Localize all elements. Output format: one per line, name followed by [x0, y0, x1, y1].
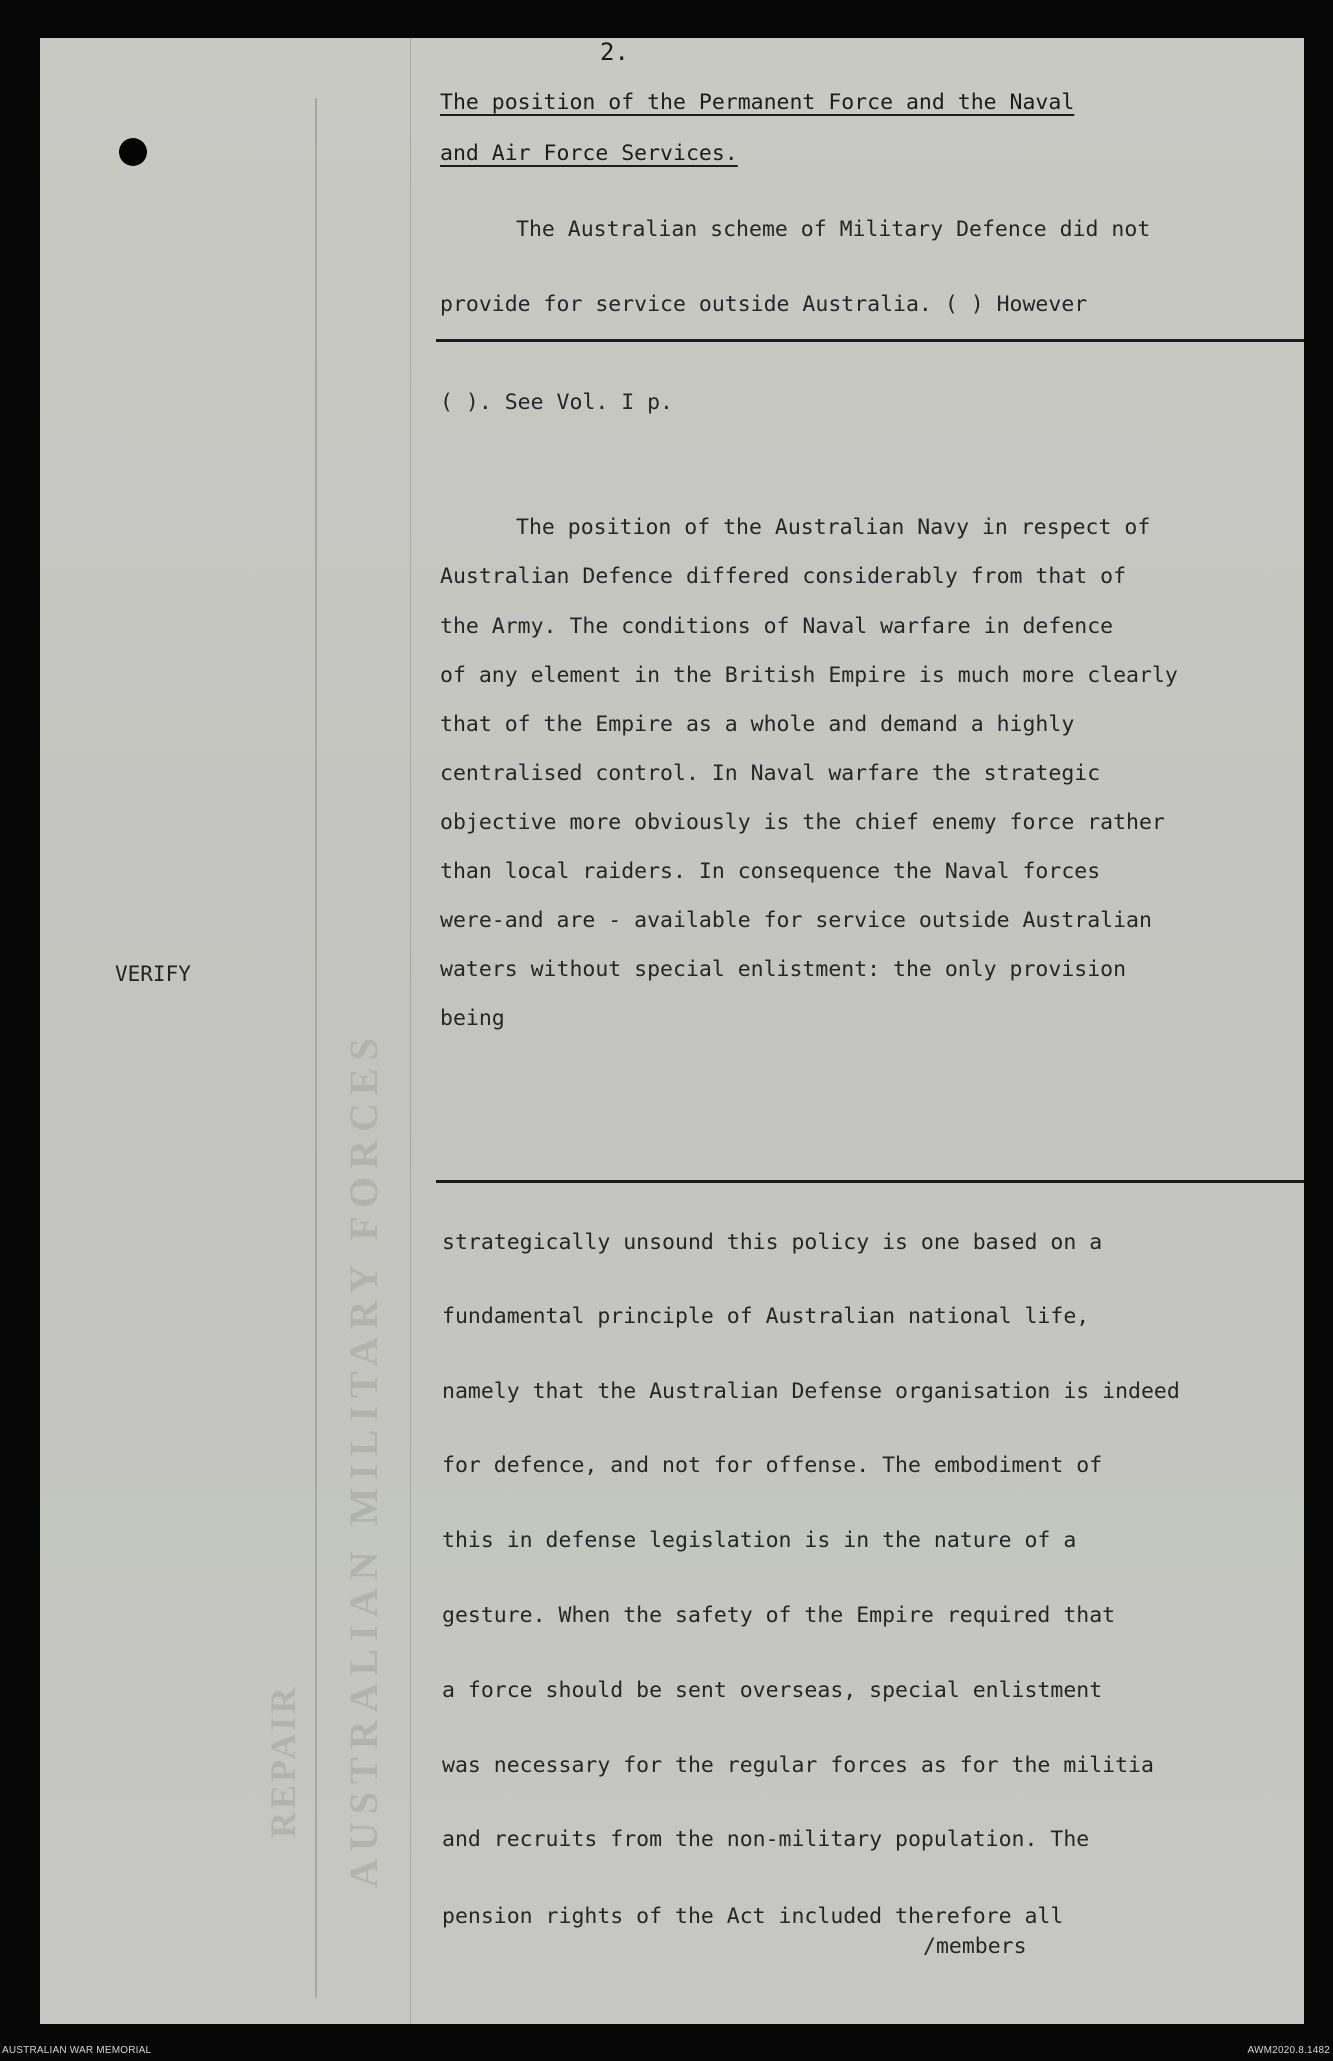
paragraph-line: being	[440, 1006, 505, 1031]
margin-note: VERIFY	[115, 962, 191, 986]
catchword: /members	[923, 1934, 1027, 1959]
paragraph-line: strategically unsound this policy is one based on a	[442, 1230, 1103, 1255]
show-through-text: AUSTRALIAN MILITARY FORCES	[341, 1030, 386, 1888]
paragraph-line: The position of the Australian Navy in respect of	[516, 515, 1151, 540]
paragraph-line: a force should be sent overseas, special enlistment	[442, 1678, 1103, 1703]
paragraph-line: for defence, and not for offense. The embodiment of	[442, 1453, 1103, 1478]
footnote-text: ( ). See Vol. I p.	[440, 390, 673, 415]
paragraph-line: objective more obviously is the chief enemy force rather	[440, 810, 1165, 835]
paragraph-line: Australian Defence differed considerably from that of	[440, 564, 1127, 589]
paragraph-line: fundamental principle of Australian national life,	[442, 1304, 1090, 1329]
paragraph-line: gesture. When the safety of the Empire required that	[442, 1603, 1116, 1628]
section-heading: and Air Force Services.	[440, 141, 738, 166]
paragraph-line: provide for service outside Australia. ( ) However	[440, 292, 1088, 317]
punch-hole	[119, 138, 147, 166]
footer-accession-number: AWM2020.8.1482	[1247, 2045, 1330, 2056]
horizontal-rule	[436, 1180, 1304, 1183]
typescript-page	[40, 38, 1304, 2024]
paragraph-line: waters without special enlistment: the only provision	[440, 957, 1127, 982]
paragraph-line: the Army. The conditions of Naval warfare in defence	[440, 614, 1114, 639]
paragraph-line: was necessary for the regular forces as for the militia	[442, 1753, 1154, 1778]
paragraph-line: this in defense legislation is in the nature of a	[442, 1528, 1077, 1553]
paragraph-line: were-and are - available for service outside Australian	[440, 908, 1152, 933]
paragraph-line: that of the Empire as a whole and demand a highly	[440, 712, 1075, 737]
paragraph-line: and recruits from the non-military population. The	[442, 1827, 1090, 1852]
paragraph-line: than local raiders. In consequence the Naval forces	[440, 859, 1101, 884]
paragraph-line: of any element in the British Empire is much more clearly	[440, 663, 1178, 688]
section-heading: The position of the Permanent Force and the Naval	[440, 90, 1075, 115]
paragraph-line: centralised control. In Naval warfare the strategic	[440, 761, 1101, 786]
show-through-rule	[410, 38, 411, 2024]
horizontal-rule	[436, 339, 1304, 342]
show-through-rule	[315, 98, 317, 1998]
paragraph-line: namely that the Australian Defense organisation is indeed	[442, 1379, 1180, 1404]
paragraph-line: The Australian scheme of Military Defence did not	[516, 217, 1151, 242]
paragraph-line: pension rights of the Act included therefore all	[442, 1904, 1064, 1929]
footer-credit: AUSTRALIAN WAR MEMORIAL	[2, 2045, 152, 2056]
show-through-text: REPAIR	[263, 1684, 303, 1838]
page-number: 2.	[600, 38, 629, 66]
